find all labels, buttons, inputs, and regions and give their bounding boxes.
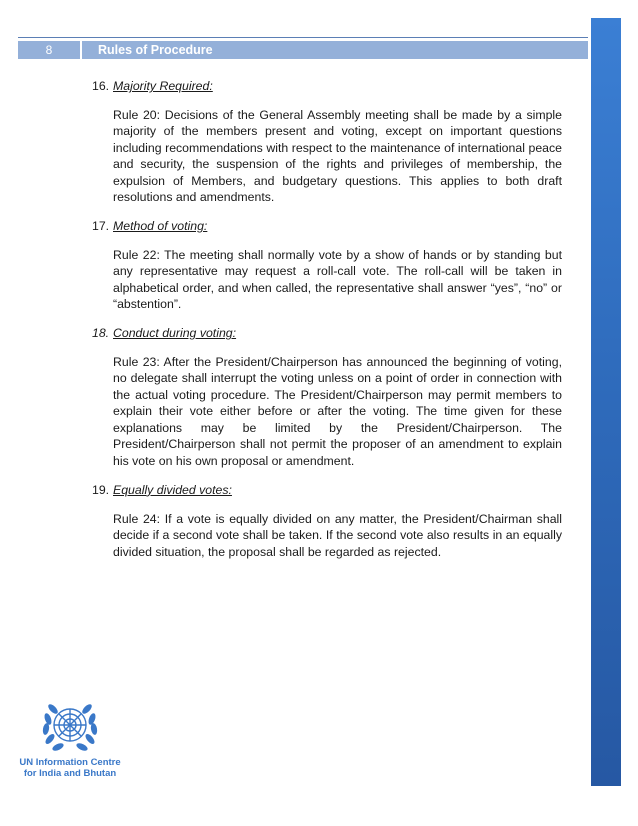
section-text: Rule 24: If a vote is equally divided on any matter, the President/Chairman shall decide if a second vote shall be taken. If the second vote also results in an equally divided situation, the proposal shall be regarded as rejected. — [113, 511, 562, 559]
section-title: Conduct during voting: — [113, 326, 237, 341]
logo-line-2: for India and Bhutan — [23, 768, 117, 779]
section-majority-required — [92, 78, 562, 206]
side-stripe — [591, 18, 621, 786]
section-text: Rule 20: Decisions of the General Assembly meeting shall be made by a simple majority of the members present and voting, except on important questions including recommendations with respect to the maintenance of international peace and security, the suspension of the rights and privileges of membership, the expulsion of Members, and budgetary questions. This applies to both draft resolutions and amendments. — [113, 107, 562, 205]
section-heading — [92, 482, 562, 499]
section-text: Rule 22: The meeting shall normally vote by a show of hands or by standing but any representative may request a roll-call vote. The roll-call will be taken in alphabetical order, and when called, the representative shall answer “yes”, “no” or “abstention”. — [113, 247, 562, 312]
un-emblem-icon — [39, 697, 101, 755]
section-method-of-voting — [92, 218, 562, 313]
section-number: 16. — [92, 79, 110, 93]
page-header — [18, 41, 588, 59]
section-text: Rule 23: After the President/Chairperson has announced the beginning of voting, no delegate shall interrupt the voting unless on a point of order in connection with the actual voting procedure. The President/Chairperson may permit members to explain their vote either before or after the voting. The time given for these explanations may be limited by the President/Chairperson. The President/Chairperson shall not permit the proposer of an amendment to explain his vote on his own proposal or amendment. — [113, 354, 562, 468]
section-title: Method of voting: — [113, 219, 208, 234]
logo-line-1: UN Information Centre — [19, 757, 121, 768]
header-rule — [18, 37, 588, 38]
unic-logo — [18, 697, 122, 779]
section-number: 18. — [92, 326, 110, 341]
section-number: 19. — [92, 482, 110, 497]
page-title: Rules of Procedure — [98, 43, 213, 57]
section-title: Equally divided votes: — [113, 482, 232, 497]
section-heading — [92, 325, 562, 342]
section-title: Majority Required: — [113, 79, 213, 93]
section-heading — [92, 78, 562, 95]
section-equally-divided-votes — [92, 482, 562, 560]
section-number: 17. — [92, 219, 110, 234]
section-heading — [92, 218, 562, 235]
page-number: 8 — [45, 43, 53, 57]
document-body — [92, 78, 562, 572]
logo-text — [18, 757, 122, 779]
section-conduct-during-voting — [92, 325, 562, 469]
